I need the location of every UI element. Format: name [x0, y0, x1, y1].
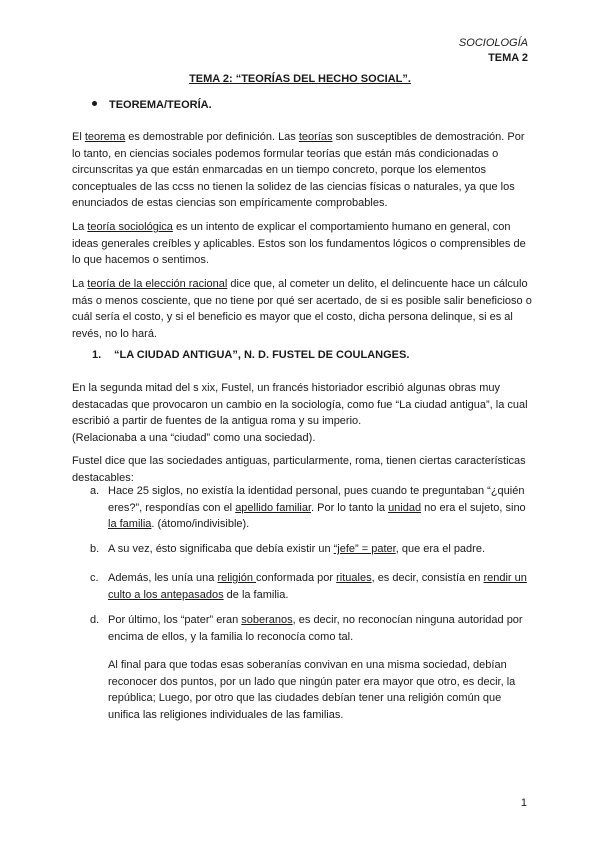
paragraph-teorema: El teorema es demostrable por definición. Las teorías son susceptibles de demostración. Por lo tanto, en ciencias sociales podemos formular teorías que están más condicionadas o circunscritas ya que están enmarcadas en un tiempo concreto, porque los elementos conceptuales de las ccss no tienen la solidez de las ciencias físicas o naturales, ya que los enunciados de estas ciencias son empíricamente comprobables. — [72, 131, 525, 209]
paragraph-eleccion-racional: La teoría de la elección racional dice que, al cometer un delito, el delincuente hace un cálculo más o menos cosciente, que no tiene por qué ser acertado, de si es posible salir beneficioso o cuál sería el costo, y si el beneficio es mayor que el costo, dicha persona delinque, si es al revés, no lo hará. — [72, 278, 532, 340]
paragraph-fustel-dice: Fustel dice que las sociedades antiguas, particularmente, roma, tienen ciertas características destacables: — [72, 455, 526, 484]
paragraph-teoria-sociologica: La teoría sociológica es un intento de explicar el comportamiento humano en general, con ideas generales creíbles y aplicables. Estos son los fundamentos lógicos o comprensibles de lo que hacemos o sentimos. — [72, 221, 526, 266]
list-item: d. Por último, los “pater” eran soberanos, es decir, no reconocían ninguna autoridad por encima de ellos, y la familia lo reconocía como tal. — [90, 614, 523, 643]
page-number: 1 — [520, 797, 527, 809]
section-heading-text: TEOREMA/TEORÍA. — [109, 99, 212, 111]
list-item: c. Además, les unía una religión conformada por rituales, es decir, consistía en rendir un culto a los antepasados de la familia. — [90, 572, 527, 601]
bullet-icon — [92, 101, 97, 106]
section-number: 1. — [92, 349, 102, 361]
paragraph-fustel-intro: En la segunda mitad del s xix, Fustel, un francés historiador escribió algunas obras muy destacadas que provocaron un cambio en la sociología, como fue “La ciudad antigua”, la cual escribió a partir de fuentes de la antigua roma y su imperio. (Relacionaba a una “ciudad” como una sociedad). — [72, 382, 528, 444]
header-subject: SOCIOLOGÍA — [458, 37, 528, 49]
section-bullet-heading — [92, 99, 212, 111]
list-item: b. A su vez, ésto significaba que debía existir un “jefe” = pater, que era el padre. — [90, 543, 486, 555]
header-tema: TEMA 2 — [488, 52, 528, 64]
document-title: TEMA 2: “TEORÍAS DEL HECHO SOCIAL”. — [189, 73, 411, 85]
section-heading-title: “LA CIUDAD ANTIGUA”, N. D. FUSTEL DE COULANGES. — [114, 349, 410, 361]
paragraph-conclusion: Al final para que todas esas soberanías convivan en una misma sociedad, debían reconocer dos puntos, por un lado que ningún pater era mayor que otro, es decir, la república; Luego, por otro que las ciudades debían tener una religión común que unifica las religiones individuales de las familias. — [108, 659, 516, 721]
section-heading-ciudad-antigua — [92, 349, 409, 361]
list-item: a. Hace 25 siglos, no existía la identidad personal, pues cuando te preguntaban “¿quién eres?”, respondías con el apellido familiar. Por lo tanto la unidad no era el sujeto, sino la familia. (átomo/indivisible). — [90, 485, 526, 530]
